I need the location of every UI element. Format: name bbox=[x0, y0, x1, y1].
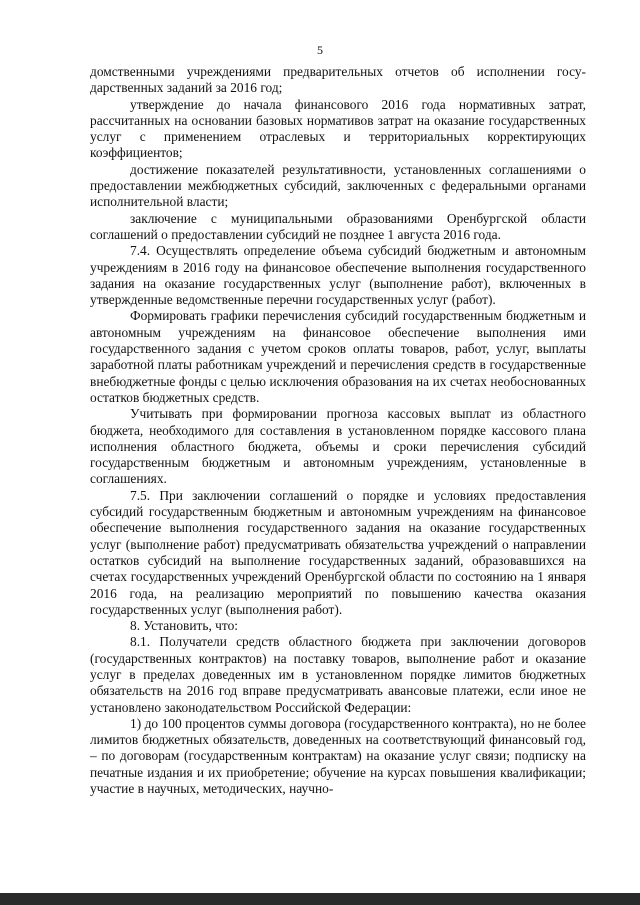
paragraph-continuation: домственными учреждениями предварительных отчетов об исполнении государственных заданий за 2016 год; bbox=[90, 64, 586, 96]
paragraph-7-4: 7.4. Осуществлять определение объема субсидий бюджетным и автономным учреждениям в 2016 году на финансовое обеспечение выполнения государственного задания на оказание государственных услуг (выполнение работ), включенных в утвержденные ведомственные перечни государственных услуг (работ). bbox=[90, 243, 586, 308]
paragraph-8-1: 8.1. Получатели средств областного бюджета при заключении договоров (государственных контрактов) на поставку товаров, выполнение работ и оказание услуг в пределах доведенных им в установленном порядке лимитов бюджетных обязательств на 2016 год вправе предусматривать авансовые платежи, если иное не установлено законодательством Российской Федерации: bbox=[90, 634, 586, 715]
paragraph-7-5: 7.5. При заключении соглашений о порядке и условиях предоставления субсидий государственным бюджетным и автономным учреждениям на финансовое обеспечение выполнения государственного задания на оказание государственных услуг (выполнение работ) предусматривать обязательства учреждений о направлении остатков субсидий на выполнение государственных заданий, образовавшихся на счетах государственных учреждений Оренбургской области по состоянию на 1 января 2016 года, на реализацию мероприятий по повышению качества оказания государственных услуг (выполнения работ). bbox=[90, 487, 586, 617]
paragraph-cash-forecast: Учитывать при формировании прогноза кассовых выплат из областного бюджета, необходимого для составления в установленном порядке кассового плана исполнения областного бюджета, объемы и сроки перечисления субсидий государственным бюджетным и автономным учреждениям, установленные в соглашениях. bbox=[90, 406, 586, 487]
paragraph-municipal-agreements: заключение с муниципальными образованиями Оренбургской области соглашений о предоставлении субсидий не позднее 1 августа 2016 года. bbox=[90, 210, 586, 242]
paragraph-performance-indicators: достижение показателей результативности, установленных соглашениями о предоставлении межбюджетных субсидий, заключенных с федеральными органами исполнительной власти; bbox=[90, 161, 586, 210]
paragraph-transfer-schedules: Формировать графики перечисления субсидий государственным бюджетным и автономным учреждениям на финансовое обеспечение выполнения ими государственного задания с учетом сроков оплаты товаров, работ, услуг, выплаты заработной платы работникам учреждений и перечисления средств в государственные внебюджетные фонды с целью исключения образования на их счетах необоснованных остатков бюджетных средств. bbox=[90, 308, 586, 405]
scan-bottom-edge bbox=[0, 893, 640, 905]
page-number: 5 bbox=[317, 43, 323, 57]
paragraph-normative-costs: утверждение до начала финансового 2016 года нормативных затрат, рассчитанных на основании базовых нормативов затрат на оказание государственных услуг с применением отраслевых и территориальных корректирующих коэффициентов; bbox=[90, 96, 586, 161]
document-body bbox=[90, 64, 586, 797]
paragraph-item-1: 1) до 100 процентов суммы договора (государственного контракта), но не более лимитов бюджетных обязательств, доведенных на соответствующий финансовый год, – по договорам (государственным контрактам) на оказание услуг связи; подписку на печатные издания и их приобретение; обучение на курсах повышения квалификации; участие в научных, методических, научно- bbox=[90, 715, 586, 797]
paragraph-8: 8. Установить, что: bbox=[130, 618, 238, 634]
